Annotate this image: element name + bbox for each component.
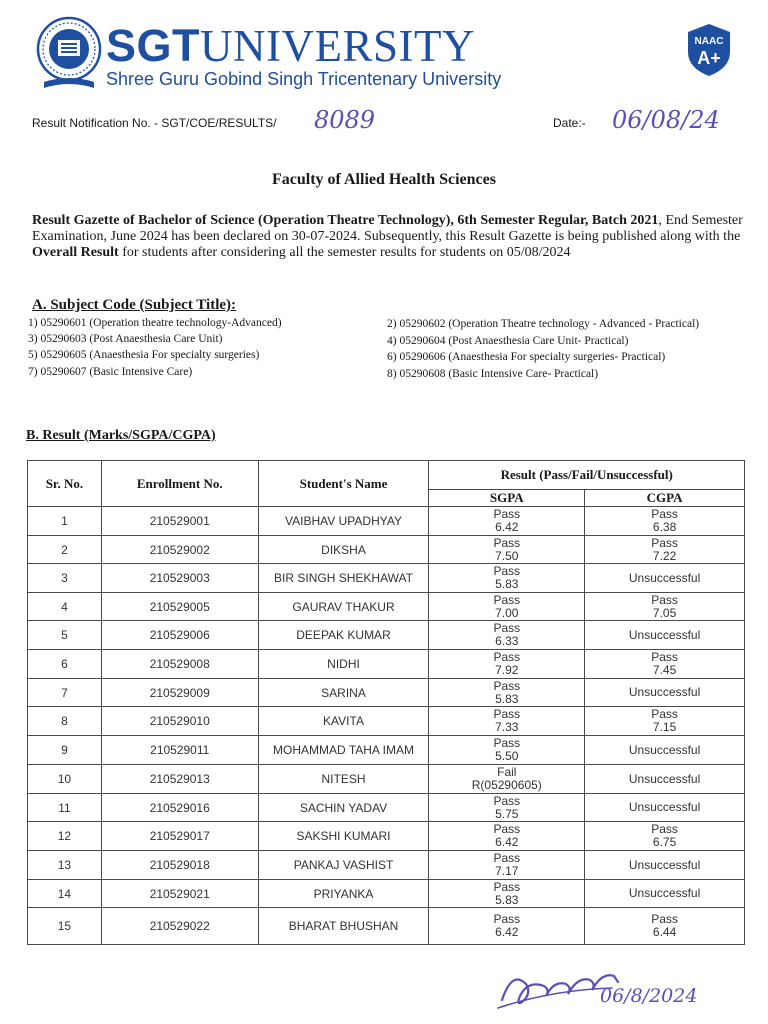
sr-cell: 12 (28, 822, 102, 851)
sgpa-value: 5.83 (495, 691, 519, 706)
cgpa-status: Pass (651, 535, 678, 550)
sgpa-cell (429, 880, 585, 908)
table-row (28, 536, 745, 564)
sgpa-status: Pass (493, 707, 521, 721)
sgpa-cell (429, 765, 585, 794)
col-header-result: Result (Pass/Fail/Unsuccessful) (429, 461, 745, 490)
enrollment-cell: 210529021 (101, 880, 258, 908)
student-name-cell: SAKSHI KUMARI (258, 822, 429, 851)
sgpa-cell (429, 536, 585, 564)
university-name-rest: UNIVERSITY (200, 21, 475, 71)
faculty-title: Faculty of Allied Health Sciences (272, 171, 496, 188)
cgpa-status: Pass (651, 507, 678, 521)
sgpa-status: Pass (493, 650, 521, 664)
sr-cell: 3 (28, 564, 102, 593)
table-row (28, 707, 745, 736)
sgpa-status: Pass (493, 879, 521, 894)
notification-number-handwritten: 8089 (314, 106, 376, 134)
result-table (27, 460, 745, 945)
table-row (28, 851, 745, 880)
table-row (28, 564, 745, 593)
student-name-cell: BIR SINGH SHEKHAWAT (258, 564, 429, 593)
student-name-cell: NIDHI (258, 650, 429, 679)
col-header-enrollment: Enrollment No. (101, 461, 258, 507)
registrar-signature (492, 950, 712, 1014)
letterhead (36, 14, 736, 96)
sgpa-value: 7.50 (495, 548, 519, 563)
student-name-cell: DIKSHA (258, 536, 429, 564)
gazette-overall-result: Overall Result (32, 245, 119, 260)
gazette-lead: Result Gazette of Bachelor of Science (Operation Theatre Technology), 6th Semester Regular, Batch 2021 (32, 213, 659, 228)
sgpa-value: R(05290605) (471, 778, 542, 792)
university-name-bold: SGT (106, 20, 201, 71)
student-name-cell: MOHAMMAD TAHA IMAM (258, 736, 429, 765)
date-label: Date:- (553, 116, 586, 130)
sgpa-status: Fail (497, 765, 517, 779)
table-row (28, 880, 745, 908)
subject-item: 3) 05290603 (Post Anaesthesia Care Unit) (28, 333, 223, 345)
enrollment-cell: 210529005 (101, 593, 258, 621)
enrollment-cell: 210529009 (101, 679, 258, 707)
sgpa-cell (429, 908, 585, 945)
cgpa-cell (585, 736, 745, 765)
student-name-cell: KAVITA (258, 707, 429, 736)
table-row (28, 507, 745, 536)
sgpa-cell (429, 707, 585, 736)
student-name-cell: GAURAV THAKUR (258, 593, 429, 621)
university-logo-emblem (36, 16, 102, 92)
col-header-cgpa: CGPA (585, 490, 745, 507)
cgpa-cell (585, 908, 745, 945)
enrollment-cell: 210529006 (101, 621, 258, 650)
naac-label: NAAC (694, 36, 724, 47)
gazette-paragraph (32, 213, 744, 261)
enrollment-cell: 210529002 (101, 536, 258, 564)
sgpa-status: Pass (493, 507, 521, 521)
sgpa-status: Pass (493, 851, 521, 865)
sr-cell: 4 (28, 593, 102, 621)
sgpa-value: 7.17 (495, 864, 519, 878)
enrollment-cell: 210529011 (101, 736, 258, 765)
sgpa-status: Pass (493, 793, 521, 808)
sr-cell: 11 (28, 794, 102, 822)
student-name-cell: BHARAT BHUSHAN (258, 908, 429, 945)
cgpa-cell (585, 880, 745, 908)
subject-item: 7) 05290607 (Basic Intensive Care) (28, 366, 193, 378)
cgpa-status: Unsuccessful (628, 685, 701, 699)
naac-grade: A+ (697, 48, 721, 68)
cgpa-value: 6.38 (652, 520, 677, 534)
cgpa-status: Pass (651, 822, 678, 836)
section-b-heading: B. Result (Marks/SGPA/CGPA) (26, 428, 216, 443)
cgpa-cell (585, 707, 745, 736)
sgpa-value: 5.50 (495, 749, 519, 763)
student-name-cell: VAIBHAV UPADHYAY (258, 507, 429, 536)
subject-item: 4) 05290604 (Post Anaesthesia Care Unit- Practical) (387, 335, 629, 347)
cgpa-value: 7.15 (652, 720, 677, 734)
sgpa-cell (429, 621, 585, 650)
cgpa-cell (585, 679, 745, 707)
sr-cell: 6 (28, 650, 102, 679)
cgpa-value: 7.45 (652, 663, 677, 677)
sr-cell: 7 (28, 679, 102, 707)
result-table-body (28, 507, 745, 945)
subject-item: 1) 05290601 (Operation theatre technology-Advanced) (28, 317, 282, 329)
sgpa-cell (429, 650, 585, 679)
cgpa-cell (585, 507, 745, 536)
cgpa-status: Pass (651, 912, 678, 926)
sr-cell: 9 (28, 736, 102, 765)
cgpa-value: 6.75 (652, 835, 677, 849)
subject-item: 8) 05290608 (Basic Intensive Care- Practical) (387, 368, 599, 380)
sr-cell: 2 (28, 536, 102, 564)
cgpa-cell (585, 564, 745, 593)
sr-cell: 8 (28, 707, 102, 736)
cgpa-cell (585, 536, 745, 564)
date-handwritten: 06/08/24 (612, 106, 720, 134)
sgpa-value: 6.42 (495, 925, 519, 939)
enrollment-cell: 210529018 (101, 851, 258, 880)
signature-date: 06/8/2024 (600, 985, 698, 1007)
sgpa-status: Pass (493, 564, 521, 578)
sgpa-cell (429, 564, 585, 593)
cgpa-cell (585, 851, 745, 880)
table-row (28, 765, 745, 794)
cgpa-cell (585, 822, 745, 851)
sr-cell: 10 (28, 765, 102, 794)
cgpa-status: Pass (651, 592, 678, 607)
subject-item: 6) 05290606 (Anaesthesia For specialty surgeries- Practical) (387, 351, 666, 363)
subject-item: 5) 05290605 (Anaesthesia For specialty surgeries) (28, 349, 260, 361)
table-row (28, 794, 745, 822)
gazette-text-1: , End Semester Examination, June 2024 has been declared on 30-07-2024. Subsequently, this Result Gazette is being published along with the (32, 213, 743, 244)
cgpa-cell (585, 593, 745, 621)
cgpa-status: Unsuccessful (628, 742, 701, 757)
sgpa-cell (429, 794, 585, 822)
table-row (28, 736, 745, 765)
sgpa-value: 7.00 (495, 605, 519, 620)
cgpa-value: 6.44 (652, 925, 677, 939)
sgpa-value: 6.42 (495, 835, 519, 849)
sgpa-status: Pass (493, 535, 521, 550)
table-row (28, 593, 745, 621)
sgpa-value: 7.92 (495, 663, 519, 677)
col-header-sr: Sr. No. (28, 461, 102, 507)
sgpa-status: Pass (493, 678, 521, 693)
cgpa-status: Pass (651, 650, 678, 664)
cgpa-status: Unsuccessful (628, 570, 701, 585)
sgpa-value: 7.33 (495, 720, 519, 734)
enrollment-cell: 210529010 (101, 707, 258, 736)
sgpa-value: 5.83 (495, 577, 519, 591)
sgpa-status: Pass (493, 912, 521, 926)
sgpa-value: 6.33 (495, 634, 519, 648)
sr-cell: 1 (28, 507, 102, 536)
enrollment-cell: 210529001 (101, 507, 258, 536)
naac-badge-icon (684, 22, 734, 78)
cgpa-status: Unsuccessful (628, 627, 701, 642)
sgpa-status: Pass (493, 822, 521, 836)
sgpa-cell (429, 736, 585, 765)
sgpa-value: 5.75 (495, 806, 519, 821)
table-row (28, 621, 745, 650)
sr-cell: 15 (28, 908, 102, 945)
university-subtitle: Shree Guru Gobind Singh Tricentenary University (106, 69, 502, 89)
gazette-text-2: for students after considering all the semester results for students on 05/08/2024 (118, 245, 571, 260)
sgpa-status: Pass (493, 736, 521, 750)
sgpa-status: Pass (493, 592, 521, 607)
sgpa-cell (429, 822, 585, 851)
enrollment-cell: 210529008 (101, 650, 258, 679)
cgpa-value: 7.22 (652, 548, 677, 563)
enrollment-cell: 210529013 (101, 765, 258, 794)
cgpa-cell (585, 765, 745, 794)
col-header-name: Student's Name (258, 461, 429, 507)
student-name-cell: PRIYANKA (258, 880, 429, 908)
student-name-cell: PANKAJ VASHIST (258, 851, 429, 880)
table-row (28, 822, 745, 851)
cgpa-cell (585, 621, 745, 650)
sr-cell: 14 (28, 880, 102, 908)
student-name-cell: SARINA (258, 679, 429, 707)
col-header-sgpa: SGPA (429, 490, 585, 507)
cgpa-status: Pass (651, 707, 678, 721)
enrollment-cell: 210529003 (101, 564, 258, 593)
table-row (28, 908, 745, 945)
sr-cell: 13 (28, 851, 102, 880)
cgpa-status: Unsuccessful (628, 857, 701, 872)
sgpa-value: 6.42 (495, 520, 519, 534)
sr-cell: 5 (28, 621, 102, 650)
student-name-cell: DEEPAK KUMAR (258, 621, 429, 650)
enrollment-cell: 210529016 (101, 794, 258, 822)
table-row (28, 650, 745, 679)
sgpa-value: 5.83 (495, 892, 519, 907)
cgpa-cell (585, 794, 745, 822)
enrollment-cell: 210529022 (101, 908, 258, 945)
student-name-cell: SACHIN YADAV (258, 794, 429, 822)
notification-label: Result Notification No. - SGT/COE/RESULTS/ (32, 116, 277, 130)
cgpa-status: Unsuccessful (628, 771, 701, 786)
table-row (28, 679, 745, 707)
section-a-heading: A. Subject Code (Subject Title): (32, 297, 237, 313)
subject-item: 2) 05290602 (Operation Theatre technology - Advanced - Practical) (387, 318, 700, 330)
university-name (106, 22, 475, 70)
enrollment-cell: 210529017 (101, 822, 258, 851)
sgpa-cell (429, 593, 585, 621)
sgpa-cell (429, 507, 585, 536)
cgpa-status: Unsuccessful (628, 886, 701, 900)
sgpa-status: Pass (493, 621, 521, 635)
student-name-cell: NITESH (258, 765, 429, 794)
sgpa-cell (429, 679, 585, 707)
cgpa-status: Unsuccessful (628, 800, 701, 814)
cgpa-cell (585, 650, 745, 679)
sgpa-cell (429, 851, 585, 880)
cgpa-value: 7.05 (652, 605, 677, 620)
